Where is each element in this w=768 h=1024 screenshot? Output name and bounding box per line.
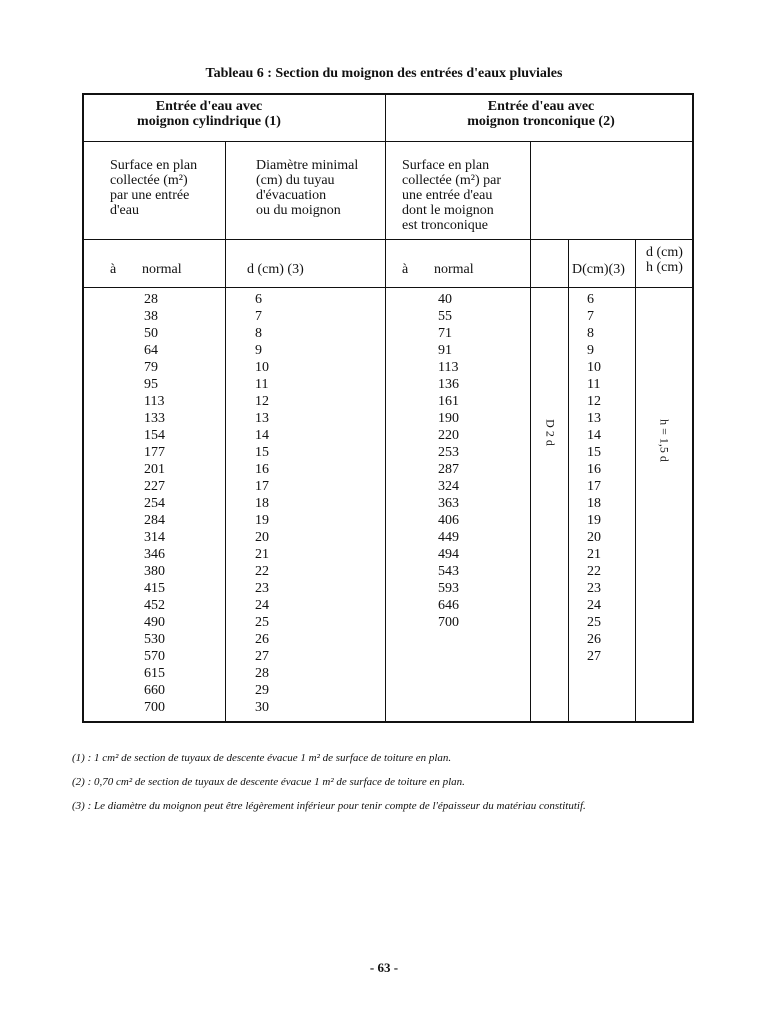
data-table	[82, 93, 694, 723]
label-d-cm: d (cm) (3)	[247, 262, 304, 277]
table-cell-surface-tron: 287	[438, 462, 459, 477]
table-cell-surface-cyl: 227	[144, 479, 165, 494]
table-cell-surface-tron: 136	[438, 377, 459, 392]
table-cell-surface-tron: 71	[438, 326, 452, 341]
label-normal-1: normal	[142, 262, 182, 277]
table-cell-surface-cyl: 201	[144, 462, 165, 477]
table-cell-diam-tron: 17	[587, 479, 601, 494]
table-cell-surface-cyl: 79	[144, 360, 158, 375]
table-cell-diam-tron: 14	[587, 428, 601, 443]
divider-col5	[635, 239, 636, 721]
table-cell-surface-tron: 220	[438, 428, 459, 443]
table-cell-surface-tron: 190	[438, 411, 459, 426]
table-cell-surface-cyl: 570	[144, 649, 165, 664]
table-cell-diam-tron: 15	[587, 445, 601, 460]
table-cell-diam-cyl: 8	[255, 326, 262, 341]
table-cell-diam-tron: 9	[587, 343, 594, 358]
label-D-cm: D(cm)(3)	[572, 262, 625, 277]
table-cell-diam-cyl: 9	[255, 343, 262, 358]
divider-row1	[84, 141, 692, 142]
divider-col1	[225, 141, 226, 721]
table-cell-surface-cyl: 95	[144, 377, 158, 392]
table-cell-diam-cyl: 22	[255, 564, 269, 579]
table-cell-diam-cyl: 19	[255, 513, 269, 528]
table-title: Tableau 6 : Section du moignon des entrées d'eaux pluviales	[205, 66, 563, 81]
table-cell-diam-cyl: 11	[255, 377, 269, 392]
table-cell-surface-cyl: 452	[144, 598, 165, 613]
table-cell-diam-cyl: 27	[255, 649, 269, 664]
table-cell-diam-tron: 22	[587, 564, 601, 579]
table-cell-surface-cyl: 660	[144, 683, 165, 698]
subheader-diametre: Diamètre minimal (cm) du tuyau d'évacuation ou du moignon	[256, 158, 359, 218]
table-cell-surface-cyl: 133	[144, 411, 165, 426]
table-cell-diam-tron: 10	[587, 360, 601, 375]
table-cell-diam-cyl: 7	[255, 309, 262, 324]
table-cell-diam-cyl: 29	[255, 683, 269, 698]
footnote-2: (2) : 0,70 cm² de section de tuyaux de descente évacue 1 m² de surface de toiture en plan.	[72, 776, 465, 788]
table-cell-diam-cyl: 13	[255, 411, 269, 426]
divider-row3	[84, 287, 692, 288]
table-cell-surface-tron: 700	[438, 615, 459, 630]
label-d-h-cm: d (cm) h (cm)	[646, 245, 683, 275]
divider-col4	[568, 239, 569, 721]
table-cell-diam-cyl: 28	[255, 666, 269, 681]
table-cell-diam-cyl: 25	[255, 615, 269, 630]
table-cell-diam-cyl: 20	[255, 530, 269, 545]
table-cell-diam-tron: 18	[587, 496, 601, 511]
table-cell-diam-cyl: 23	[255, 581, 269, 596]
column-surface-tronconique	[438, 291, 459, 631]
table-cell-diam-cyl: 17	[255, 479, 269, 494]
table-cell-surface-cyl: 530	[144, 632, 165, 647]
table-cell-diam-cyl: 26	[255, 632, 269, 647]
table-cell-surface-cyl: 28	[144, 292, 158, 307]
label-a-2: à	[402, 262, 409, 277]
table-cell-surface-tron: 363	[438, 496, 459, 511]
table-cell-diam-tron: 20	[587, 530, 601, 545]
table-cell-diam-tron: 24	[587, 598, 601, 613]
table-cell-surface-cyl: 284	[144, 513, 165, 528]
table-cell-surface-tron: 646	[438, 598, 459, 613]
column-surface-cylindrique	[144, 291, 165, 716]
table-cell-diam-tron: 16	[587, 462, 601, 477]
table-cell-surface-cyl: 64	[144, 343, 158, 358]
table-cell-surface-tron: 593	[438, 581, 459, 596]
subheader-surface-tron: Surface en plan collectée (m²) par une entrée d'eau dont le moignon est tronconique	[402, 158, 502, 233]
table-cell-diam-cyl: 18	[255, 496, 269, 511]
footnote-3: (3) : Le diamètre du moignon peut être légèrement inférieur pour tenir compte de l'épaisseur du matériau constitutif.	[72, 800, 586, 812]
table-cell-surface-tron: 91	[438, 343, 452, 358]
table-cell-diam-cyl: 21	[255, 547, 269, 562]
table-cell-surface-cyl: 177	[144, 445, 165, 460]
table-cell-surface-cyl: 615	[144, 666, 165, 681]
table-cell-surface-cyl: 50	[144, 326, 158, 341]
table-cell-surface-cyl: 254	[144, 496, 165, 511]
table-cell-diam-tron: 25	[587, 615, 601, 630]
table-cell-diam-cyl: 24	[255, 598, 269, 613]
footnotes	[72, 752, 712, 824]
table-cell-surface-tron: 40	[438, 292, 452, 307]
header-tronconique: Entrée d'eau avec moignon tronconique (2)	[467, 99, 615, 129]
table-cell-surface-tron: 55	[438, 309, 452, 324]
formula-D-2d: D 2 d	[543, 419, 558, 446]
divider-col3	[530, 141, 531, 721]
table-cell-surface-cyl: 314	[144, 530, 165, 545]
table-cell-diam-cyl: 30	[255, 700, 269, 715]
table-cell-surface-cyl: 154	[144, 428, 165, 443]
table-cell-surface-tron: 113	[438, 360, 459, 375]
table-cell-surface-tron: 253	[438, 445, 459, 460]
table-cell-diam-cyl: 14	[255, 428, 269, 443]
table-cell-surface-tron: 543	[438, 564, 459, 579]
column-diametre-tronconique	[587, 291, 601, 665]
table-cell-surface-cyl: 490	[144, 615, 165, 630]
page-number: - 63 -	[369, 960, 399, 975]
table-cell-surface-tron: 406	[438, 513, 459, 528]
table-cell-surface-cyl: 346	[144, 547, 165, 562]
table-cell-diam-cyl: 12	[255, 394, 269, 409]
table-cell-diam-cyl: 16	[255, 462, 269, 477]
table-cell-diam-tron: 13	[587, 411, 601, 426]
subheader-surface-cyl: Surface en plan collectée (m²) par une entrée d'eau	[110, 158, 198, 218]
table-cell-surface-cyl: 415	[144, 581, 165, 596]
divider-main	[385, 95, 386, 721]
table-cell-surface-tron: 324	[438, 479, 459, 494]
table-cell-diam-cyl: 15	[255, 445, 269, 460]
table-cell-surface-tron: 494	[438, 547, 459, 562]
table-cell-diam-tron: 26	[587, 632, 601, 647]
table-cell-diam-tron: 8	[587, 326, 594, 341]
table-cell-diam-tron: 11	[587, 377, 601, 392]
table-cell-surface-cyl: 38	[144, 309, 158, 324]
table-cell-surface-tron: 449	[438, 530, 459, 545]
table-cell-diam-cyl: 6	[255, 292, 262, 307]
table-cell-diam-tron: 23	[587, 581, 601, 596]
table-cell-diam-tron: 7	[587, 309, 594, 324]
header-cylindrique: Entrée d'eau avec moignon cylindrique (1)	[137, 99, 281, 129]
formula-h-1-5d: h = 1,5 d	[657, 419, 672, 462]
table-cell-diam-tron: 21	[587, 547, 601, 562]
column-diametre-cylindrique	[255, 291, 269, 716]
divider-row2	[84, 239, 692, 240]
label-normal-2: normal	[434, 262, 474, 277]
label-a-1: à	[110, 262, 117, 277]
table-cell-diam-tron: 27	[587, 649, 601, 664]
table-cell-surface-cyl: 380	[144, 564, 165, 579]
footnote-1: (1) : 1 cm² de section de tuyaux de descente évacue 1 m² de surface de toiture en plan.	[72, 752, 452, 764]
table-cell-surface-tron: 161	[438, 394, 459, 409]
table-cell-surface-cyl: 700	[144, 700, 165, 715]
table-cell-diam-tron: 12	[587, 394, 601, 409]
table-cell-surface-cyl: 113	[144, 394, 165, 409]
table-cell-diam-tron: 6	[587, 292, 594, 307]
table-cell-diam-cyl: 10	[255, 360, 269, 375]
table-cell-diam-tron: 19	[587, 513, 601, 528]
